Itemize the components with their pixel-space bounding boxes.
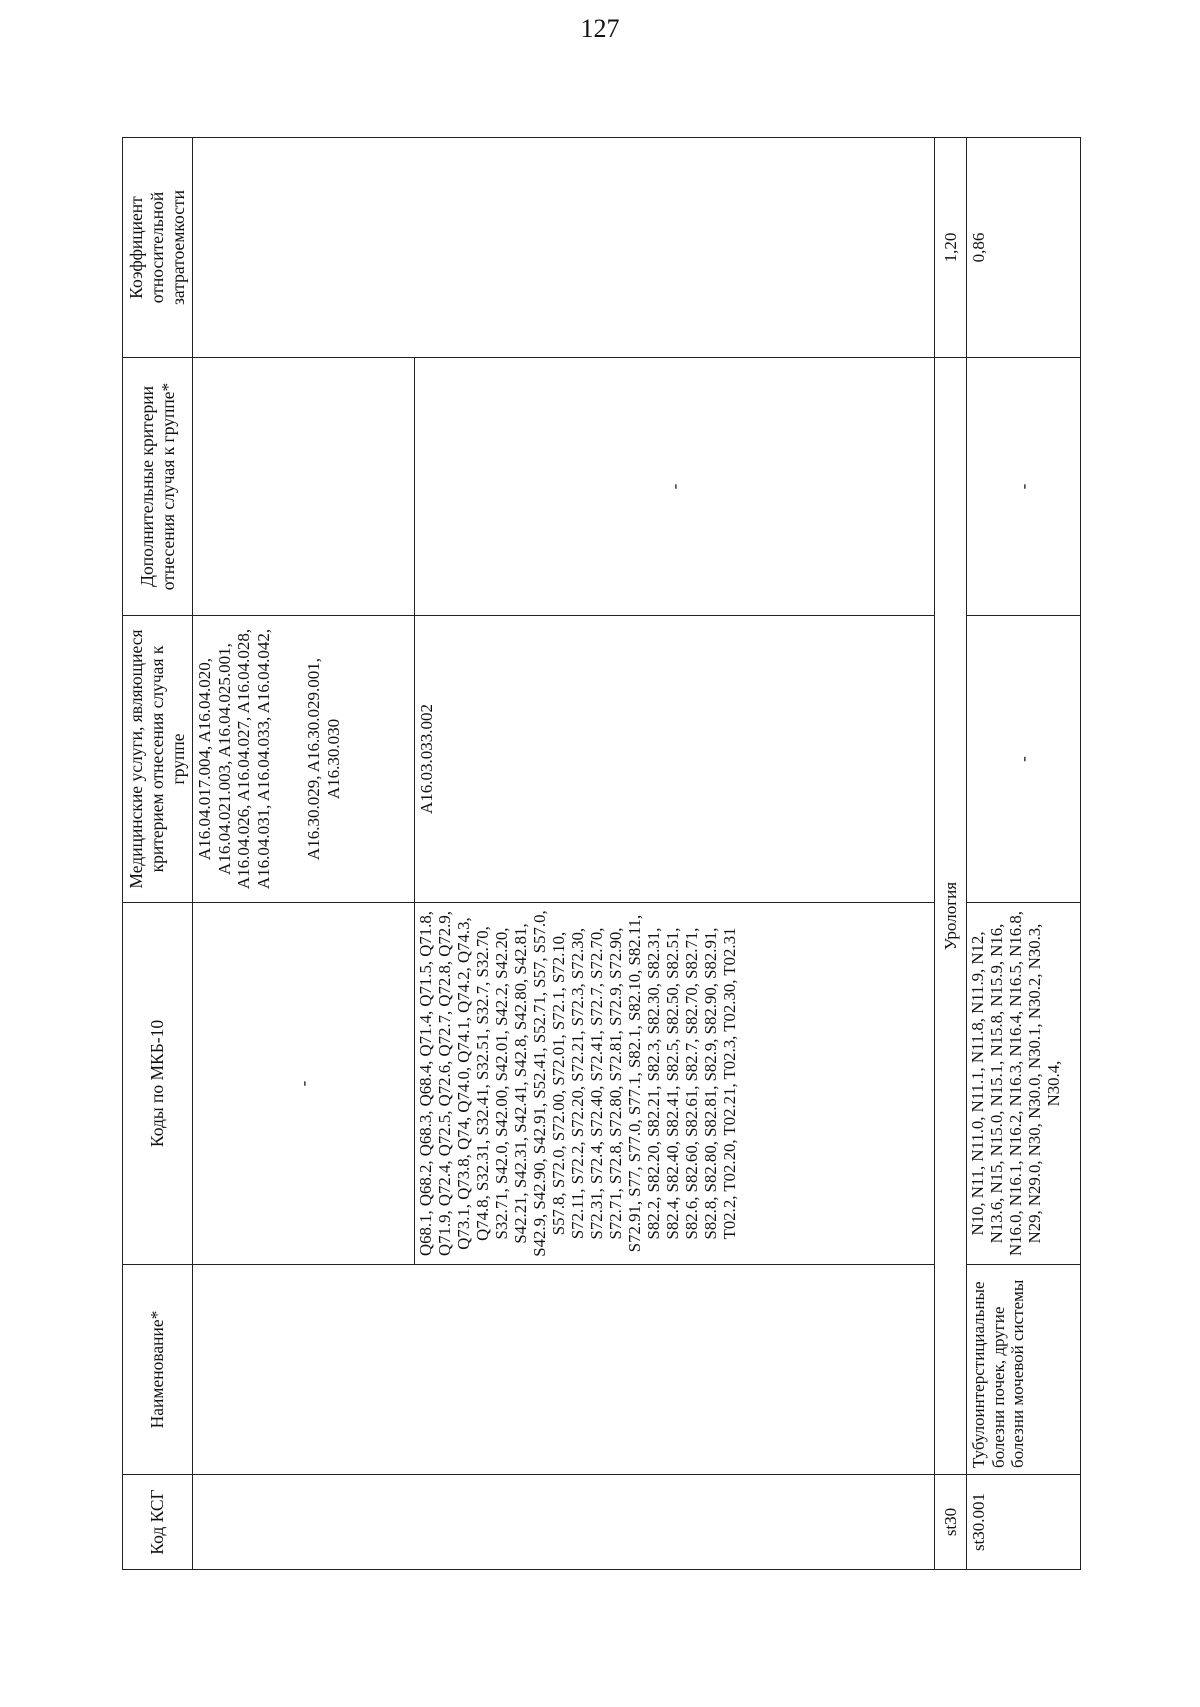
row-criteria: - — [967, 358, 1081, 616]
cont-code-cell — [193, 1475, 935, 1570]
cont-mkb-codes: Q68.1, Q68.2, Q68.3, Q68.4, Q71.4, Q71.5, Q71.8, Q71.9, Q72.4, Q72.5, Q72.6, Q72.7, Q72.8, Q72.9, Q73.1, Q73.8, Q74, Q74.0, Q74.1, Q74.2, Q74.3, Q74.8, S32.31, S32.41, S32.51, S32.7, S32.70, S32.71, S42.0, S42.00, S42.01, S42.2, S42.20, S42.21, S42.31, S42.41, S42.8, S42.80, S42.81, S42.9, S42.90, S42.91, S52.41, S52.71, S57, S57.0, S57.8, S72.0, S72.00, S72.01, S72.1, S72.10, S72.11, S72.2, S72.20, S72.21, S72.3, S72.30, S72.31, S72.4, S72.40, S72.41, S72.7, S72.70, S72.71, S72.8, S72.80, S72.81, S72.9, S72.90, S72.91, S77, S77.0, S77.1, S82.1, S82.10, S82.11, S82.2, S82.20, S82.21, S82.3, S82.30, S82.31, S82.4, S82.40, S82.41, S82.5, S82.50, S82.51, S82.6, S82.60, S82.61, S82.7, S82.70, S82.71, S82.8, S82.80, S82.81, S82.9, S82.90, S82.91, T02.2, T02.20, T02.21, T02.3, T02.30, T02.31 — [415, 903, 935, 1265]
cont-services-a: A16.04.017.004, A16.04.020, A16.04.021.003, A16.04.025.001, A16.04.026, A16.04.027, A16.04.028, A16.04.031, A16.04.033, A16.04.042, — [195, 628, 274, 890]
table-header-row — [123, 138, 193, 1570]
ksg-table — [122, 137, 1081, 1570]
row-coef: 0,86 — [967, 138, 1081, 358]
table-row — [967, 138, 1081, 1570]
cont-mkb-dash: - — [193, 903, 415, 1265]
header-code: Код КСГ — [123, 1475, 193, 1570]
rotated-table-wrapper — [122, 138, 1080, 1570]
header-criteria: Дополнительные критерии отнесения случая к группе* — [123, 358, 193, 616]
table-row — [193, 138, 415, 1570]
cont-coef-cell — [193, 138, 935, 358]
header-name: Наименование* — [123, 1265, 193, 1475]
page-number: 127 — [580, 14, 620, 43]
cont-criteria-cell-top — [193, 358, 415, 616]
services-gap — [274, 622, 304, 896]
section-title: Урология — [935, 358, 967, 1475]
section-coef: 1,20 — [935, 138, 967, 358]
cont-name-cell — [193, 1265, 935, 1475]
section-code: st30 — [935, 1475, 967, 1570]
header-services: Медицинские услуги, являющиеся критерием отнесения случая к группе — [123, 616, 193, 903]
cont-services-c: A16.03.033.002 — [415, 616, 935, 903]
cont-criteria-dash: - — [415, 358, 935, 616]
row-mkb: N10, N11, N11.0, N11.1, N11.8, N11.9, N12, N13.6, N15, N15.0, N15.1, N15.8, N15.9, N16, N16.0, N16.1, N16.2, N16.3, N16.4, N16.5, N16.8, N29, N29.0, N30, N30.0, N30.1, N30.2, N30.3, N30.4, — [967, 903, 1081, 1265]
cont-services-b: A16.30.029, A16.30.029.001, A16.30.030 — [303, 657, 343, 861]
header-coef: Коэффициент относительной затратоемкости — [123, 138, 193, 358]
cont-services-cell — [193, 616, 415, 903]
row-code: st30.001 — [967, 1475, 1081, 1570]
section-row — [935, 138, 967, 1570]
header-mkb: Коды по МКБ-10 — [123, 903, 193, 1265]
row-services: - — [967, 616, 1081, 903]
row-name: Тубулоинтерстициальные болезни почек, другие болезни мочевой системы — [967, 1265, 1081, 1475]
